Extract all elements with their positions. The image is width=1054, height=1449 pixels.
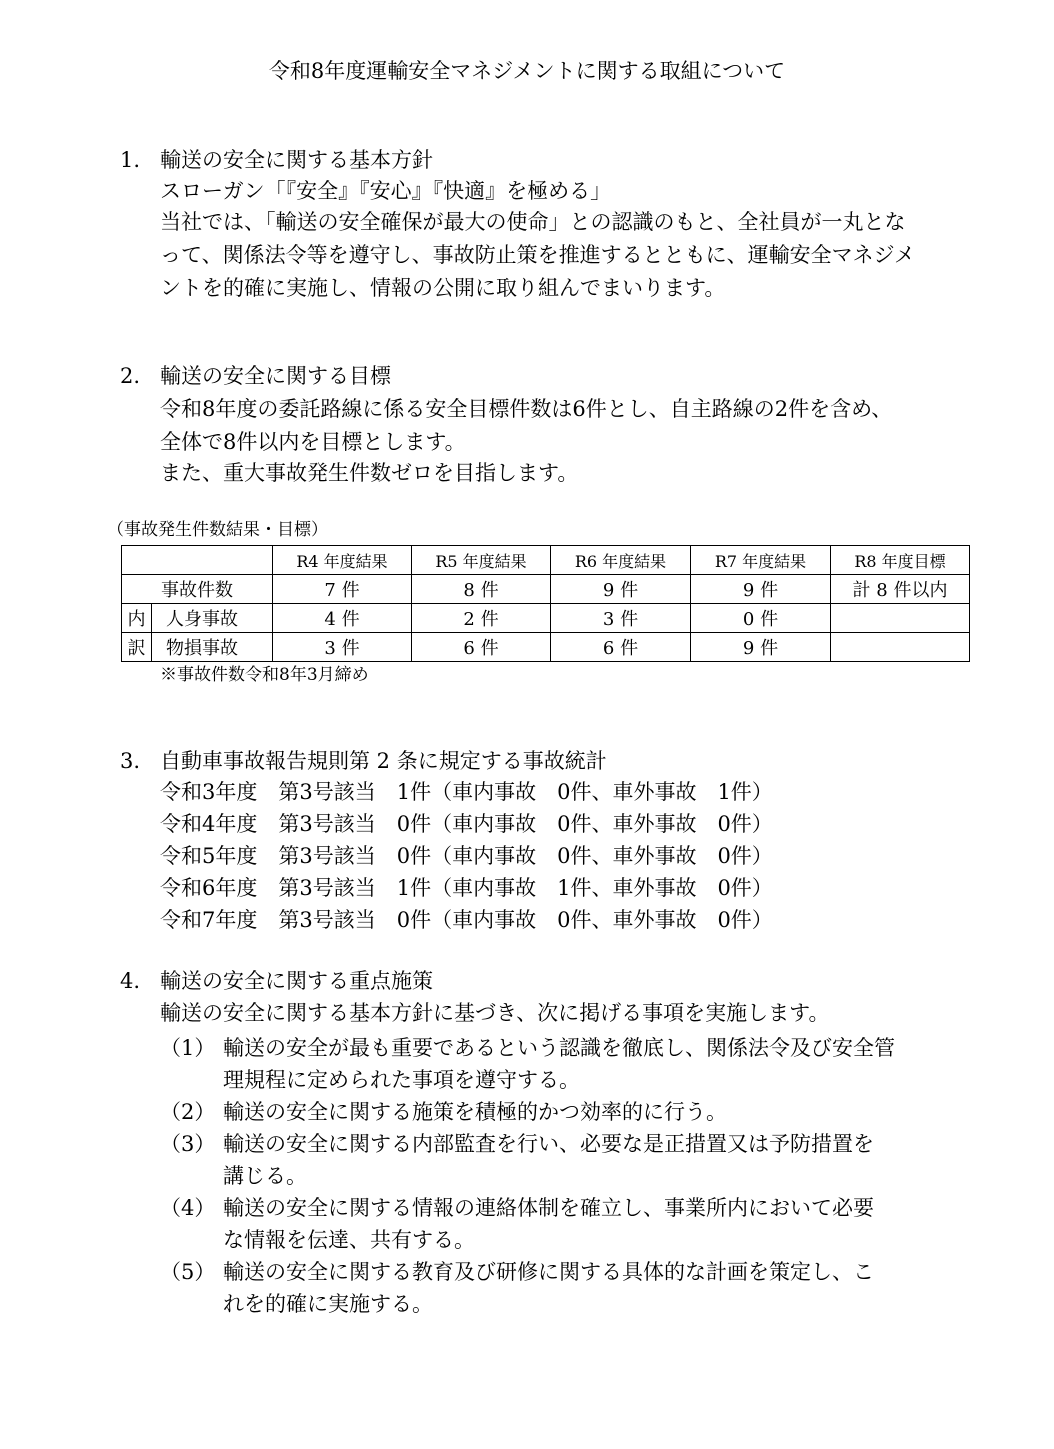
item-text-line: 輸送の安全に関する情報の連絡体制を確立し、事業所内において必要	[223, 1196, 874, 1220]
accident-stat-line: 令和5年度 第3号該当 0件（車内事故 0件、車外事故 0件）	[160, 844, 773, 868]
table-cell: 2 件	[412, 604, 551, 633]
section-2-body-line: 全体で8件以内を目標とします。	[160, 430, 466, 454]
section-2-body-line: 令和8年度の委託路線に係る安全目標件数は6件とし、自主路線の2件を含め、	[160, 397, 893, 421]
section-1-body-line: 当社では、「輸送の安全確保が最大の使命」との認識のもと、全社員が一丸とな	[160, 210, 906, 234]
table-caption: （事故発生件数結果・目標）	[107, 520, 328, 540]
item-text-line: 講じる。	[223, 1164, 307, 1188]
table-cell: 4 件	[273, 604, 412, 633]
section-3-heading: 自動車事故報告規則第 2 条に規定する事故統計	[160, 749, 607, 773]
item-number: （3）	[160, 1132, 216, 1156]
breakdown-label-bottom: 訳	[122, 633, 152, 662]
table-header-cell: R6 年度結果	[551, 546, 691, 575]
table-header-cell: R7 年度結果	[691, 546, 831, 575]
item-text-line: れを的確に実施する。	[223, 1292, 433, 1316]
table-row-property	[122, 633, 970, 662]
table-note: ※事故件数令和8年3月締め	[160, 665, 369, 685]
section-4-intro: 輸送の安全に関する基本方針に基づき、次に掲げる事項を実施します。	[160, 1001, 830, 1025]
accident-stat-line: 令和6年度 第3号該当 1件（車内事故 1件、車外事故 0件）	[160, 876, 773, 900]
item-text-line: 理規程に定められた事項を遵守する。	[223, 1068, 580, 1092]
item-text-line: な情報を伝達、共有する。	[223, 1228, 475, 1252]
table-header-row	[122, 546, 970, 575]
item-text-line: 輸送の安全に関する教育及び研修に関する具体的な計画を策定し、こ	[223, 1260, 874, 1284]
section-1-number: 1.	[120, 148, 141, 172]
table-cell: 計 8 件以内	[831, 575, 970, 604]
table-cell: 9 件	[691, 633, 831, 662]
document-title: 令和8年度運輸安全マネジメントに関する取組について	[268, 59, 786, 83]
accident-stat-line: 令和4年度 第3号該当 0件（車内事故 0件、車外事故 0件）	[160, 812, 773, 836]
breakdown-label-top: 内	[122, 604, 152, 633]
row-label-personal: 人身事故	[152, 604, 273, 633]
table-header-cell: R4 年度結果	[273, 546, 412, 575]
section-2-body-line: また、重大事故発生件数ゼロを目指します。	[160, 461, 579, 485]
table-cell	[831, 604, 970, 633]
table-cell: 8 件	[412, 575, 551, 604]
table-cell: 0 件	[691, 604, 831, 633]
accident-stat-line: 令和7年度 第3号該当 0件（車内事故 0件、車外事故 0件）	[160, 908, 773, 932]
table-row-total	[122, 575, 970, 604]
table-cell: 7 件	[273, 575, 412, 604]
table-header-cell: R8 年度目標	[831, 546, 970, 575]
section-4-heading: 輸送の安全に関する重点施策	[160, 969, 433, 993]
item-number: （1）	[160, 1036, 216, 1060]
row-label-total: 事故件数	[122, 575, 273, 604]
item-text-line: 輸送の安全に関する施策を積極的かつ効率的に行う。	[223, 1100, 727, 1124]
table-cell: 9 件	[691, 575, 831, 604]
accident-stats-table	[121, 545, 970, 662]
item-text-line: 輸送の安全が最も重要であるという認識を徹底し、関係法令及び安全管	[223, 1036, 895, 1060]
section-3-number: 3.	[120, 749, 141, 773]
table-cell: 6 件	[551, 633, 691, 662]
table-cell: 6 件	[412, 633, 551, 662]
table-header-blank	[122, 546, 273, 575]
section-1-body-line: ントを的確に実施し、情報の公開に取り組んでまいります。	[160, 276, 726, 300]
table-cell	[831, 633, 970, 662]
section-2-number: 2.	[120, 364, 141, 388]
section-2-heading: 輸送の安全に関する目標	[160, 364, 391, 388]
table-header-cell: R5 年度結果	[412, 546, 551, 575]
section-1-slogan: スローガン「『安全』『安心』『快適』を極める」	[160, 179, 612, 203]
table-cell: 3 件	[273, 633, 412, 662]
item-number: （5）	[160, 1260, 216, 1284]
item-number: （4）	[160, 1196, 216, 1220]
item-text-line: 輸送の安全に関する内部監査を行い、必要な是正措置又は予防措置を	[223, 1132, 874, 1156]
row-label-property: 物損事故	[152, 633, 273, 662]
table-row-personal	[122, 604, 970, 633]
section-4-number: 4.	[120, 969, 141, 993]
section-1-body-line: って、関係法令等を遵守し、事故防止策を推進するとともに、運輸安全マネジメ	[160, 243, 915, 267]
table-cell: 9 件	[551, 575, 691, 604]
table-cell: 3 件	[551, 604, 691, 633]
item-number: （2）	[160, 1100, 216, 1124]
section-1-heading: 輸送の安全に関する基本方針	[160, 148, 433, 172]
accident-stat-line: 令和3年度 第3号該当 1件（車内事故 0件、車外事故 1件）	[160, 780, 773, 804]
